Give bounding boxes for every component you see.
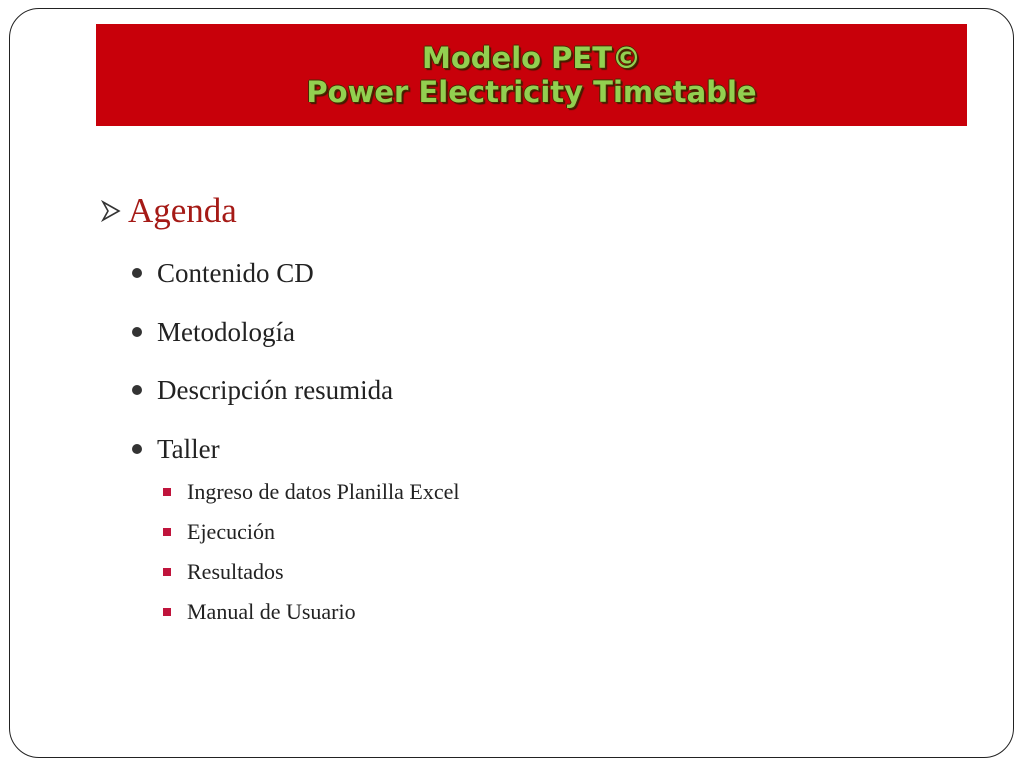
round-bullet-icon bbox=[132, 385, 142, 395]
square-bullet-icon bbox=[163, 568, 171, 576]
agenda-subitem bbox=[163, 558, 284, 586]
agenda-subitem bbox=[163, 598, 356, 626]
title-line-2: Power Electricity Timetable bbox=[306, 75, 757, 109]
agenda-subitem bbox=[163, 478, 459, 506]
arrowhead-bullet-icon bbox=[100, 200, 122, 222]
round-bullet-icon bbox=[132, 268, 142, 278]
round-bullet-icon bbox=[132, 327, 142, 337]
agenda-heading bbox=[100, 190, 237, 232]
agenda-subitem-label: Ejecución bbox=[187, 519, 275, 544]
agenda-item bbox=[132, 256, 314, 290]
agenda-heading-label: Agenda bbox=[128, 191, 237, 230]
agenda-subitem bbox=[163, 518, 275, 546]
agenda-item-label: Metodología bbox=[157, 317, 295, 347]
square-bullet-icon bbox=[163, 608, 171, 616]
agenda-item bbox=[132, 373, 393, 407]
agenda-item bbox=[132, 315, 295, 349]
agenda-item bbox=[132, 432, 220, 466]
agenda-item-label: Contenido CD bbox=[157, 258, 314, 288]
square-bullet-icon bbox=[163, 488, 171, 496]
square-bullet-icon bbox=[163, 528, 171, 536]
agenda-subitem-label: Resultados bbox=[187, 559, 284, 584]
round-bullet-icon bbox=[132, 444, 142, 454]
agenda-subitem-label: Manual de Usuario bbox=[187, 599, 356, 624]
agenda-item-label: Descripción resumida bbox=[157, 375, 394, 405]
title-line-1: Modelo PET© bbox=[421, 41, 641, 75]
agenda-subitem-label: Ingreso de datos Planilla Excel bbox=[187, 479, 460, 504]
agenda-item-label: Taller bbox=[157, 434, 220, 464]
